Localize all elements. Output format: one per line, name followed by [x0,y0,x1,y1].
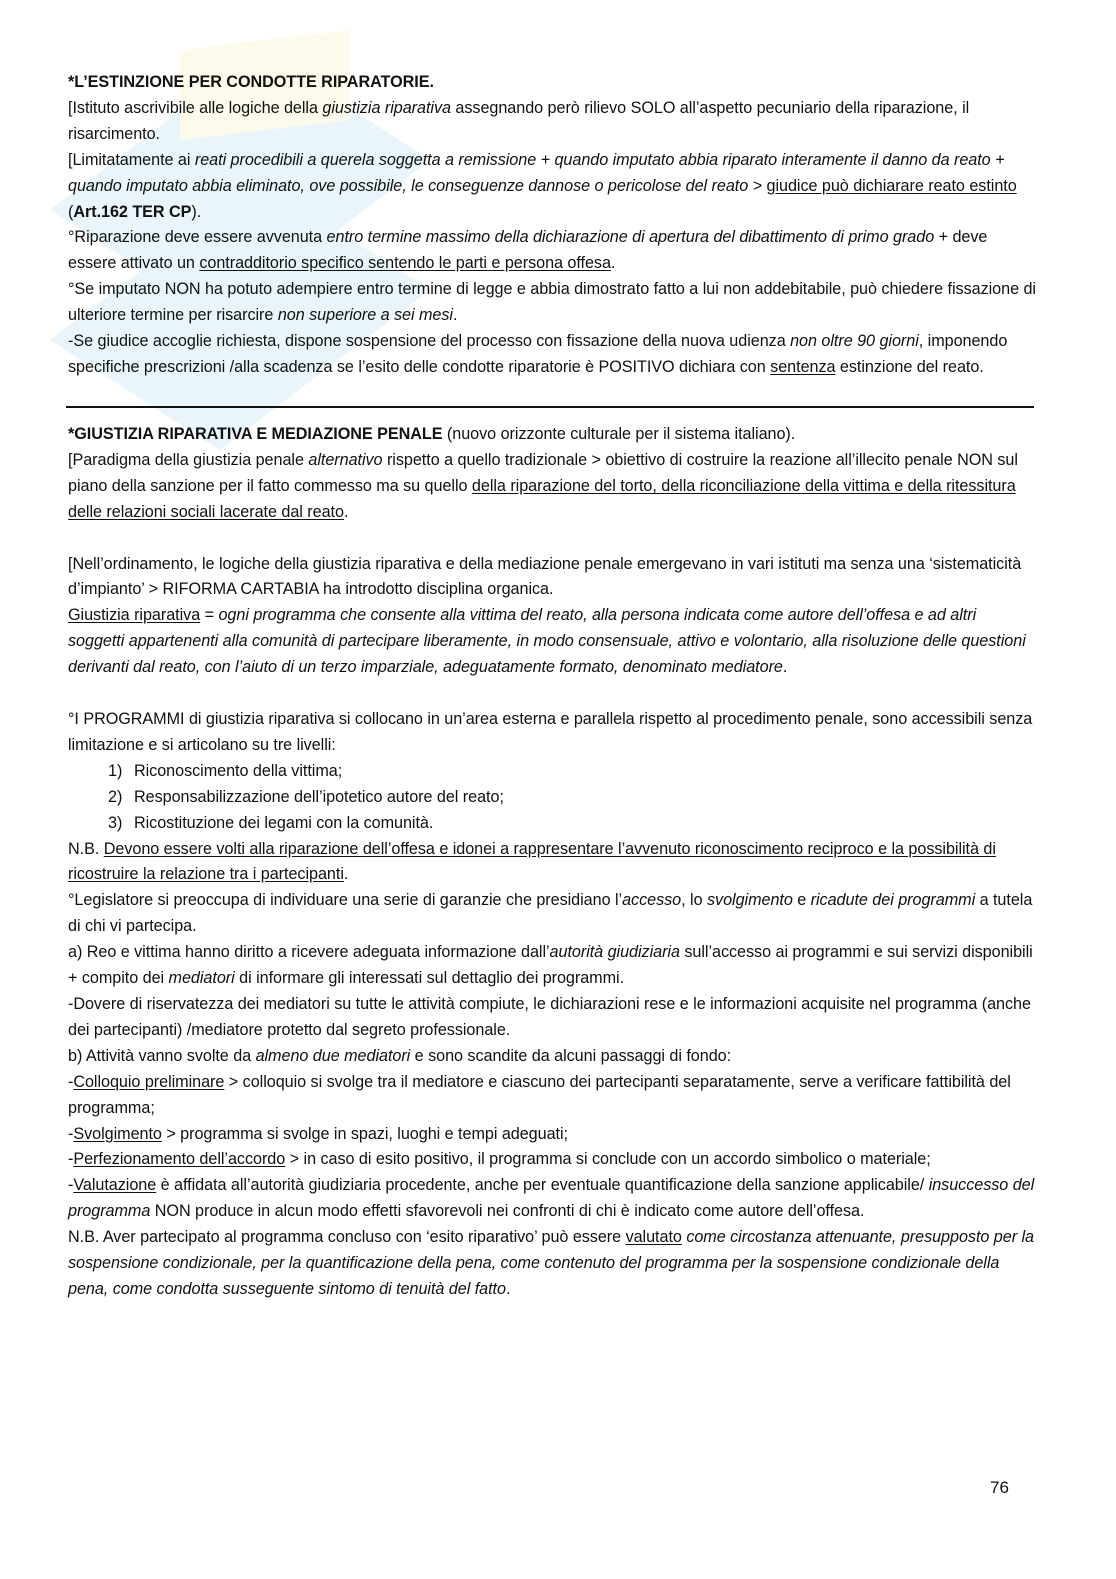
section2-paragraph-2: [Nell’ordinamento, le logiche della giustizia riparativa e della mediazione penale emergevano in vari istituti ma senza una ‘sistematicità d’impianto’ > RIFORMA CARTABIA ha introdotto disciplina organica. [68,554,1022,599]
section2-definition: Giustizia riparativa = ogni programma che consente alla vittima del reato, alla persona indicata come autore dell’offesa e ad altri soggetti appartenenti alla comunità di partecipare liberamente, in modo consensuale, attivo e volontario, alla risoluzione delle questioni derivanti dal reato, con l’aiuto di un terzo imparziale, adeguatamente formato, denominato mediatore. [68,606,1026,677]
levels-list [68,759,1036,837]
section1-paragraph-3: °Riparazione deve essere avvenuta entro termine massimo della dichiarazione di apertura del dibattimento di primo grado + deve essere attivato un contradditorio specifico sentendo le parti e persona offesa. [68,228,988,273]
section1-paragraph-1: [Istituto ascrivibile alle logiche della giustizia riparativa assegnando però rilievo SOLO all’aspetto pecuniario della riparazione, il risarcimento. [68,98,970,143]
list-item: 3) Ricostituzione dei legami con la comunità. [108,813,434,832]
list-item: 2) Responsabilizzazione dell’ipotetico autore del reato; [108,787,504,806]
section-divider [66,406,1034,408]
list-item: 1) Riconoscimento della vittima; [108,761,343,780]
section2-step-perfezionamento: -Perfezionamento dell’accordo > in caso di esito positivo, il programma si conclude con un accordo simbolico o materiale; [68,1150,931,1169]
section2-point-a: a) Reo e vittima hanno diritto a ricevere adeguata informazione dall’autorità giudiziaria sull’accesso ai programmi e sui servizi disponibili + compito dei mediatori di informare gli interessati sul dettaglio dei programmi. [68,943,1033,988]
section2-nb-2: N.B. Aver partecipato al programma concluso con ‘esito riparativo’ può essere valutato come circostanza attenuante, presupposto per la sospensione condizionale, per la quantificazione della pena, come contenuto del programma per la sospensione condizionale della pena, come condotta susseguente sintomo di tenuità del fatto. [68,1228,1035,1298]
page-number: 76 [990,1478,1009,1497]
section2-guarantees: °Legislatore si preoccupa di individuare una serie di garanzie che presidiano l’accesso, lo svolgimento e ricadute dei programmi a tutela di chi vi partecipa. [68,891,1033,936]
section2-step-svolgimento: -Svolgimento > programma si svolge in spazi, luoghi e tempi adeguati; [68,1124,568,1143]
section1-paragraph-4: °Se imputato NON ha potuto adempiere entro termine di legge e abbia dimostrato fatto a lui non addebitabile, può chiedere fissazione di ulteriore termine per risarcire non superiore a sei mesi. [68,280,1036,325]
section2-title: *GIUSTIZIA RIPARATIVA E MEDIAZIONE PENALE (nuovo orizzonte culturale per il sistema italiano). [68,424,796,443]
section2-step-valutazione: -Valutazione è affidata all’autorità giudiziaria procedente, anche per eventuale quantificazione della sanzione applicabile/ insuccesso del programma NON produce in alcun modo effetti sfavorevoli nei confronti di chi è indicato come autore dell’offesa. [68,1176,1035,1221]
section1-paragraph-5: -Se giudice accoglie richiesta, dispone sospensione del processo con fissazione della nuova udienza non oltre 90 giorni, imponendo specifiche prescrizioni /alla scadenza se l’esito delle condotte riparatorie è POSITIVO dichiara con sentenza estinzione del reato. [68,332,1008,376]
section2-confidentiality: -Dovere di riservatezza dei mediatori su tutte le attività compiute, le dichiarazioni rese e le informazioni acquisite nel programma (anche dei partecipanti) /mediatore protetto dal segreto professionale. [68,995,1031,1039]
section2-step-colloquio: -Colloquio preliminare > colloquio si svolge tra il mediatore e ciascuno dei partecipanti separatamente, serve a verificare fattibilità del programma; [68,1072,1011,1117]
section2-paragraph-1: [Paradigma della giustizia penale alternativo rispetto a quello tradizionale > obiettivo di costruire la reazione all’illecito penale NON sul piano della sanzione per il fatto commesso ma su quello della riparazione del torto, della riconciliazione della vittima e della ritessitura delle relazioni sociali lacerate dal reato. [68,450,1018,521]
section2-point-b: b) Attività vanno svolte da almeno due mediatori e sono scandite da alcuni passaggi di fondo: [68,1046,732,1065]
document-body [68,70,1036,1303]
section2-nb-1: N.B. Devono essere volti alla riparazione dell’offesa e idonei a rappresentare l’avvenuto riconoscimento reciproco e la possibilità di ricostruire la relazione tra i partecipanti. [68,839,996,884]
section1-title: *L’ESTINZIONE PER CONDOTTE RIPARATORIE. [68,73,434,91]
section1-paragraph-2: [Limitatamente ai reati procedibili a querela soggetta a remissione + quando imputato abbia riparato interamente il danno da reato + quando imputato abbia eliminato, ove possibile, le conseguenze dannose o pericolose del reato > giudice può dichiarare reato estinto (Art.162 TER CP). [68,150,1017,221]
section2-programs-intro: °I PROGRAMMI di giustizia riparativa si collocano in un’area esterna e parallela rispetto al procedimento penale, sono accessibili senza limitazione e si articolano su tre livelli: [68,710,1033,754]
